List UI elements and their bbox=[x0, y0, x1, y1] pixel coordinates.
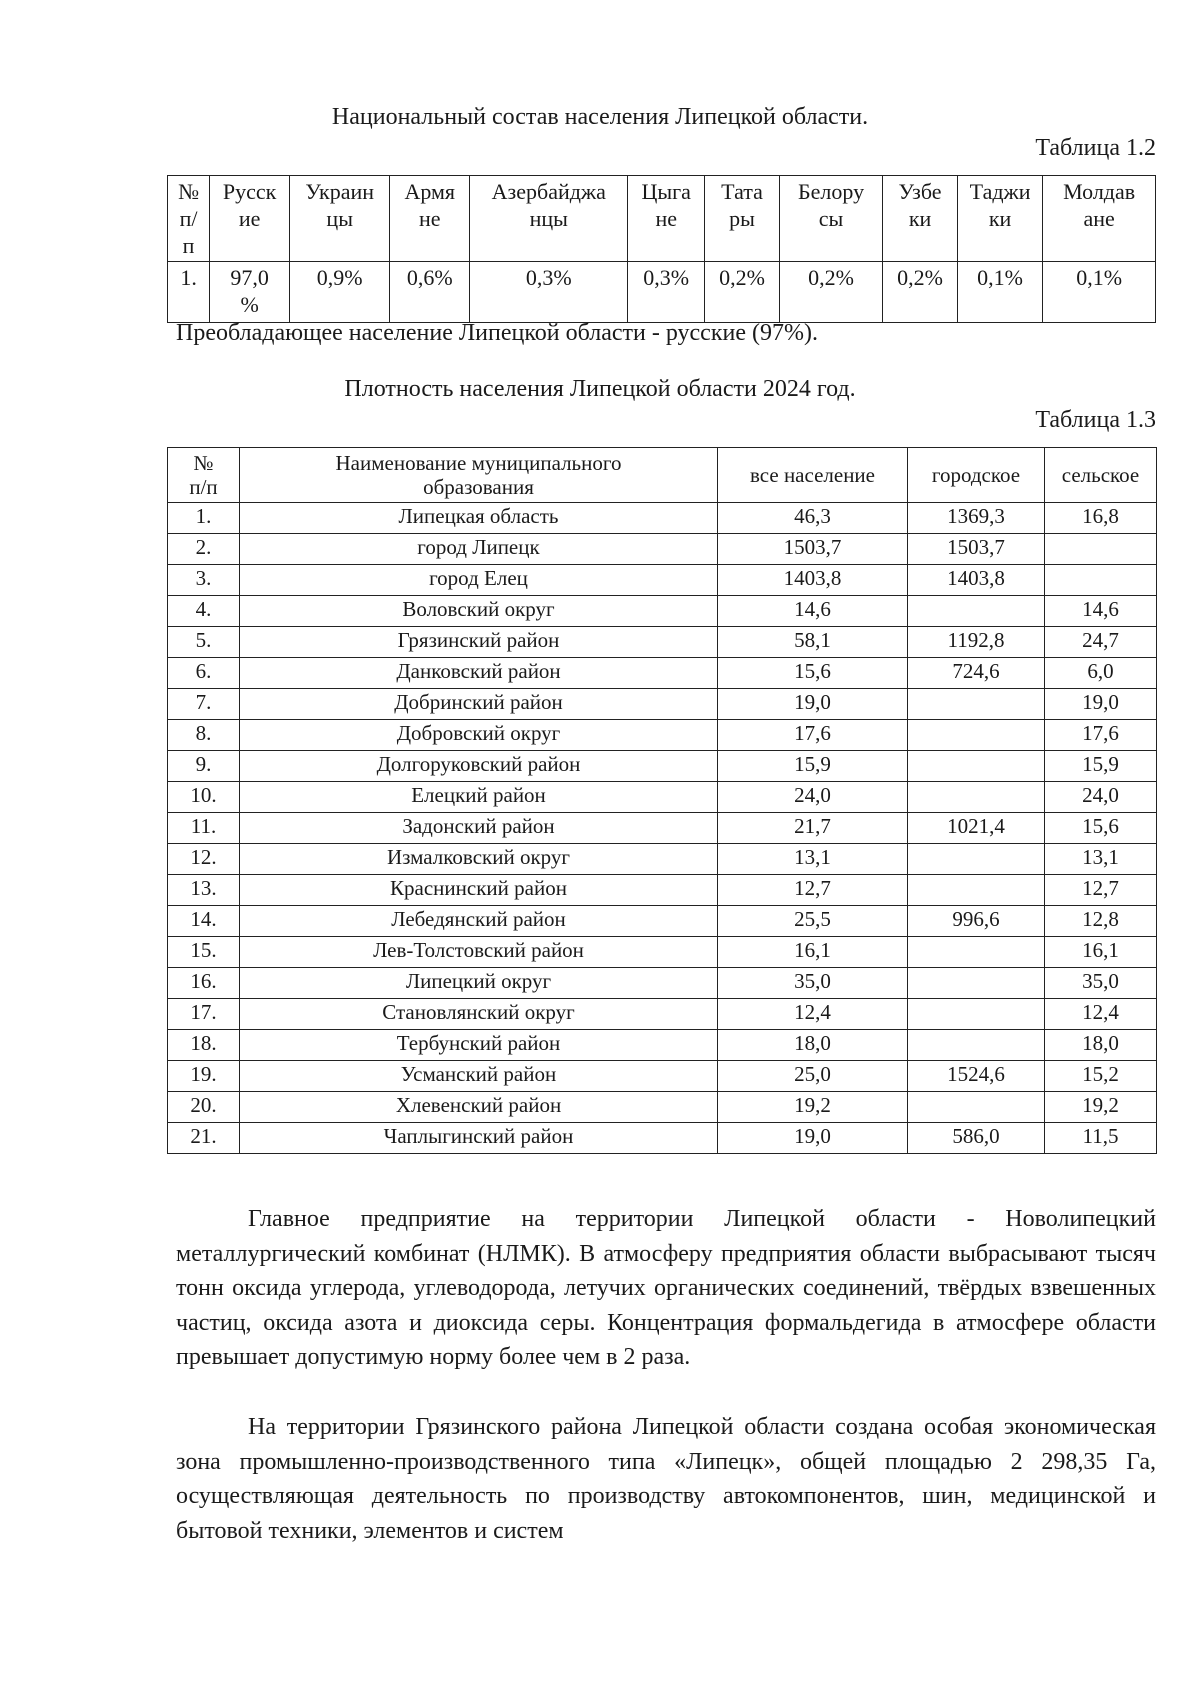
table-row bbox=[168, 968, 1157, 999]
table-header-row bbox=[168, 448, 1157, 503]
table-cell: 11. bbox=[168, 813, 240, 844]
table-cell: 19. bbox=[168, 1061, 240, 1092]
table-cell: 14,6 bbox=[1045, 596, 1157, 627]
table-row bbox=[168, 627, 1157, 658]
table-1-2-caption: Таблица 1.2 bbox=[1035, 135, 1156, 161]
nationality-table bbox=[167, 175, 1156, 323]
table-cell: 16,1 bbox=[1045, 937, 1157, 968]
table-cell: Добринский район bbox=[240, 689, 718, 720]
table-1-3-caption: Таблица 1.3 bbox=[1035, 407, 1156, 433]
table-cell: 18,0 bbox=[718, 1030, 908, 1061]
table-cell: 8. bbox=[168, 720, 240, 751]
table-cell bbox=[908, 720, 1045, 751]
table-cell: 17,6 bbox=[1045, 720, 1157, 751]
table-cell: 1021,4 bbox=[908, 813, 1045, 844]
table-row bbox=[168, 999, 1157, 1030]
table-cell: Воловский округ bbox=[240, 596, 718, 627]
column-header: все население bbox=[718, 448, 908, 503]
table-cell: 13. bbox=[168, 875, 240, 906]
table-cell: 0,1% bbox=[1043, 262, 1156, 323]
table-row bbox=[168, 534, 1157, 565]
table-cell: 0,3% bbox=[628, 262, 705, 323]
table-row bbox=[168, 906, 1157, 937]
table-row bbox=[168, 875, 1157, 906]
table-cell: 20. bbox=[168, 1092, 240, 1123]
table-cell: 15. bbox=[168, 937, 240, 968]
table-cell: 21,7 bbox=[718, 813, 908, 844]
table-cell: 12. bbox=[168, 844, 240, 875]
table-cell: 19,2 bbox=[718, 1092, 908, 1123]
table-cell: 724,6 bbox=[908, 658, 1045, 689]
table-cell: 21. bbox=[168, 1123, 240, 1154]
table-cell: Чаплыгинский район bbox=[240, 1123, 718, 1154]
table-cell: Грязинский район bbox=[240, 627, 718, 658]
table-cell: 6. bbox=[168, 658, 240, 689]
table-row bbox=[168, 813, 1157, 844]
population-density-table bbox=[167, 447, 1157, 1154]
table-cell: Задонский район bbox=[240, 813, 718, 844]
table-cell: 14. bbox=[168, 906, 240, 937]
table-cell: 17,6 bbox=[718, 720, 908, 751]
table-cell: 24,7 bbox=[1045, 627, 1157, 658]
column-header: сельское bbox=[1045, 448, 1157, 503]
table-cell: 0,3% bbox=[470, 262, 628, 323]
table-cell: 46,3 bbox=[718, 503, 908, 534]
table-cell: 19,0 bbox=[718, 1123, 908, 1154]
predominant-population-note: Преобладающее население Липецкой области - русские (97%). bbox=[176, 320, 818, 346]
table-cell bbox=[908, 596, 1045, 627]
table-cell: 7. bbox=[168, 689, 240, 720]
table-cell: 13,1 bbox=[718, 844, 908, 875]
table-cell: 24,0 bbox=[718, 782, 908, 813]
table-cell: Краснинский район bbox=[240, 875, 718, 906]
table-cell: Долгоруковский район bbox=[240, 751, 718, 782]
table-row bbox=[168, 1123, 1157, 1154]
table-cell: 19,2 bbox=[1045, 1092, 1157, 1123]
table-row bbox=[168, 1061, 1157, 1092]
table-cell: город Елец bbox=[240, 565, 718, 596]
column-header: Молдав ане bbox=[1043, 176, 1156, 262]
table-row bbox=[168, 751, 1157, 782]
table-cell: Липецкая область bbox=[240, 503, 718, 534]
table-cell: Липецкий округ bbox=[240, 968, 718, 999]
table-cell bbox=[908, 875, 1045, 906]
table-cell: 15,9 bbox=[718, 751, 908, 782]
table-row bbox=[168, 1092, 1157, 1123]
table-cell: Усманский район bbox=[240, 1061, 718, 1092]
table-cell: Лев-Толстовский район bbox=[240, 937, 718, 968]
table-cell bbox=[908, 1030, 1045, 1061]
table-cell bbox=[908, 968, 1045, 999]
table-cell: 12,8 bbox=[1045, 906, 1157, 937]
table-row bbox=[168, 1030, 1157, 1061]
table-cell bbox=[908, 751, 1045, 782]
table-cell: 24,0 bbox=[1045, 782, 1157, 813]
column-header: № п/ п bbox=[168, 176, 210, 262]
column-header: городское bbox=[908, 448, 1045, 503]
table-cell: 0,6% bbox=[390, 262, 470, 323]
table-cell: Хлевенский район bbox=[240, 1092, 718, 1123]
table-cell: 19,0 bbox=[1045, 689, 1157, 720]
table-row bbox=[168, 565, 1157, 596]
column-header: Наименование муниципального образования bbox=[240, 448, 718, 503]
table-cell: Тербунский район bbox=[240, 1030, 718, 1061]
table-cell: 1503,7 bbox=[718, 534, 908, 565]
table-1-3-title: Плотность населения Липецкой области 2024 год. bbox=[344, 376, 856, 402]
table-cell: 15,6 bbox=[1045, 813, 1157, 844]
table-cell bbox=[1045, 565, 1157, 596]
table-row bbox=[168, 689, 1157, 720]
table-cell: 12,7 bbox=[718, 875, 908, 906]
table-cell bbox=[908, 844, 1045, 875]
table-cell: 17. bbox=[168, 999, 240, 1030]
table-cell: 12,4 bbox=[1045, 999, 1157, 1030]
table-cell: 1524,6 bbox=[908, 1061, 1045, 1092]
table-cell: 1. bbox=[168, 262, 210, 323]
table-cell: 4. bbox=[168, 596, 240, 627]
table-cell: 97,0 % bbox=[210, 262, 290, 323]
table-cell: 58,1 bbox=[718, 627, 908, 658]
table-cell: 18,0 bbox=[1045, 1030, 1157, 1061]
paragraph-nlmk: Главное предприятие на территории Липецкой области - Новолипецкий металлургический комбинат (НЛМК). В атмосферу предприятия области выбрасывают тысяч тонн оксида углерода, углеводорода, летучих органических соединений, твёрдых взвешенных частиц, оксида азота и диоксида серы. Концентрация формальдегида в атмосфере области превышает допустимую норму более чем в 2 раза. bbox=[176, 1206, 1156, 1370]
table-cell: 0,9% bbox=[290, 262, 390, 323]
table-row bbox=[168, 658, 1157, 689]
table-1-2-title: Национальный состав населения Липецкой области. bbox=[331, 104, 869, 130]
table-cell: 0,2% bbox=[779, 262, 882, 323]
table-cell: Добровский округ bbox=[240, 720, 718, 751]
table-cell: 1192,8 bbox=[908, 627, 1045, 658]
table-cell: 16,8 bbox=[1045, 503, 1157, 534]
table-cell: 12,7 bbox=[1045, 875, 1157, 906]
table-cell: 15,2 bbox=[1045, 1061, 1157, 1092]
column-header: Белору сы bbox=[779, 176, 882, 262]
table-cell: 13,1 bbox=[1045, 844, 1157, 875]
table-cell: Становлянский округ bbox=[240, 999, 718, 1030]
table-cell bbox=[908, 937, 1045, 968]
table-cell: 11,5 bbox=[1045, 1123, 1157, 1154]
column-header: Армя не bbox=[390, 176, 470, 262]
table-cell: 14,6 bbox=[718, 596, 908, 627]
column-header: Таджи ки bbox=[957, 176, 1042, 262]
table-cell bbox=[908, 689, 1045, 720]
table-cell: 0,1% bbox=[957, 262, 1042, 323]
table-cell bbox=[1045, 534, 1157, 565]
table-cell: 586,0 bbox=[908, 1123, 1045, 1154]
table-cell: 18. bbox=[168, 1030, 240, 1061]
table-cell bbox=[908, 782, 1045, 813]
column-header: Цыга не bbox=[628, 176, 705, 262]
table-cell: 0,2% bbox=[705, 262, 780, 323]
column-header: Узбе ки bbox=[883, 176, 958, 262]
column-header: Русск ие bbox=[210, 176, 290, 262]
table-cell: Данковский район bbox=[240, 658, 718, 689]
paragraph-economic-zone: На территории Грязинского района Липецкой области создана особая экономическая зона промышленно-производственного типа «Липецк», общей площадью 2 298,35 Га, осуществляющая деятельность по производству автокомпонентов, шин, медицинской и бытовой техники, элементов и систем bbox=[176, 1414, 1156, 1544]
table-cell: 25,0 bbox=[718, 1061, 908, 1092]
table-cell: Лебедянский район bbox=[240, 906, 718, 937]
column-header: Украин цы bbox=[290, 176, 390, 262]
table-cell: 3. bbox=[168, 565, 240, 596]
table-row bbox=[168, 844, 1157, 875]
table-cell: 35,0 bbox=[1045, 968, 1157, 999]
table-cell: 15,9 bbox=[1045, 751, 1157, 782]
column-header: № п/п bbox=[168, 448, 240, 503]
table-cell: 1. bbox=[168, 503, 240, 534]
table-cell: 9. bbox=[168, 751, 240, 782]
table-cell bbox=[908, 999, 1045, 1030]
table-row bbox=[168, 503, 1157, 534]
table-cell: 12,4 bbox=[718, 999, 908, 1030]
table-row bbox=[168, 596, 1157, 627]
table-cell: 25,5 bbox=[718, 906, 908, 937]
table-cell: 16,1 bbox=[718, 937, 908, 968]
column-header: Азербайджа нцы bbox=[470, 176, 628, 262]
table-cell: Измалковский округ bbox=[240, 844, 718, 875]
table-cell: 35,0 bbox=[718, 968, 908, 999]
table-cell: 15,6 bbox=[718, 658, 908, 689]
table-cell: город Липецк bbox=[240, 534, 718, 565]
table-cell: 996,6 bbox=[908, 906, 1045, 937]
table-cell: 0,2% bbox=[883, 262, 958, 323]
table-header-row bbox=[168, 176, 1156, 262]
table-row bbox=[168, 782, 1157, 813]
table-cell: 2. bbox=[168, 534, 240, 565]
column-header: Тата ры bbox=[705, 176, 780, 262]
table-cell: 1403,8 bbox=[908, 565, 1045, 596]
table-cell: 16. bbox=[168, 968, 240, 999]
table-cell: 1503,7 bbox=[908, 534, 1045, 565]
table-cell: 1403,8 bbox=[718, 565, 908, 596]
table-row bbox=[168, 262, 1156, 323]
table-cell: 10. bbox=[168, 782, 240, 813]
table-cell bbox=[908, 1092, 1045, 1123]
table-cell: 1369,3 bbox=[908, 503, 1045, 534]
table-cell: 5. bbox=[168, 627, 240, 658]
table-cell: 19,0 bbox=[718, 689, 908, 720]
table-row bbox=[168, 937, 1157, 968]
table-cell: Елецкий район bbox=[240, 782, 718, 813]
table-cell: 6,0 bbox=[1045, 658, 1157, 689]
table-row bbox=[168, 720, 1157, 751]
